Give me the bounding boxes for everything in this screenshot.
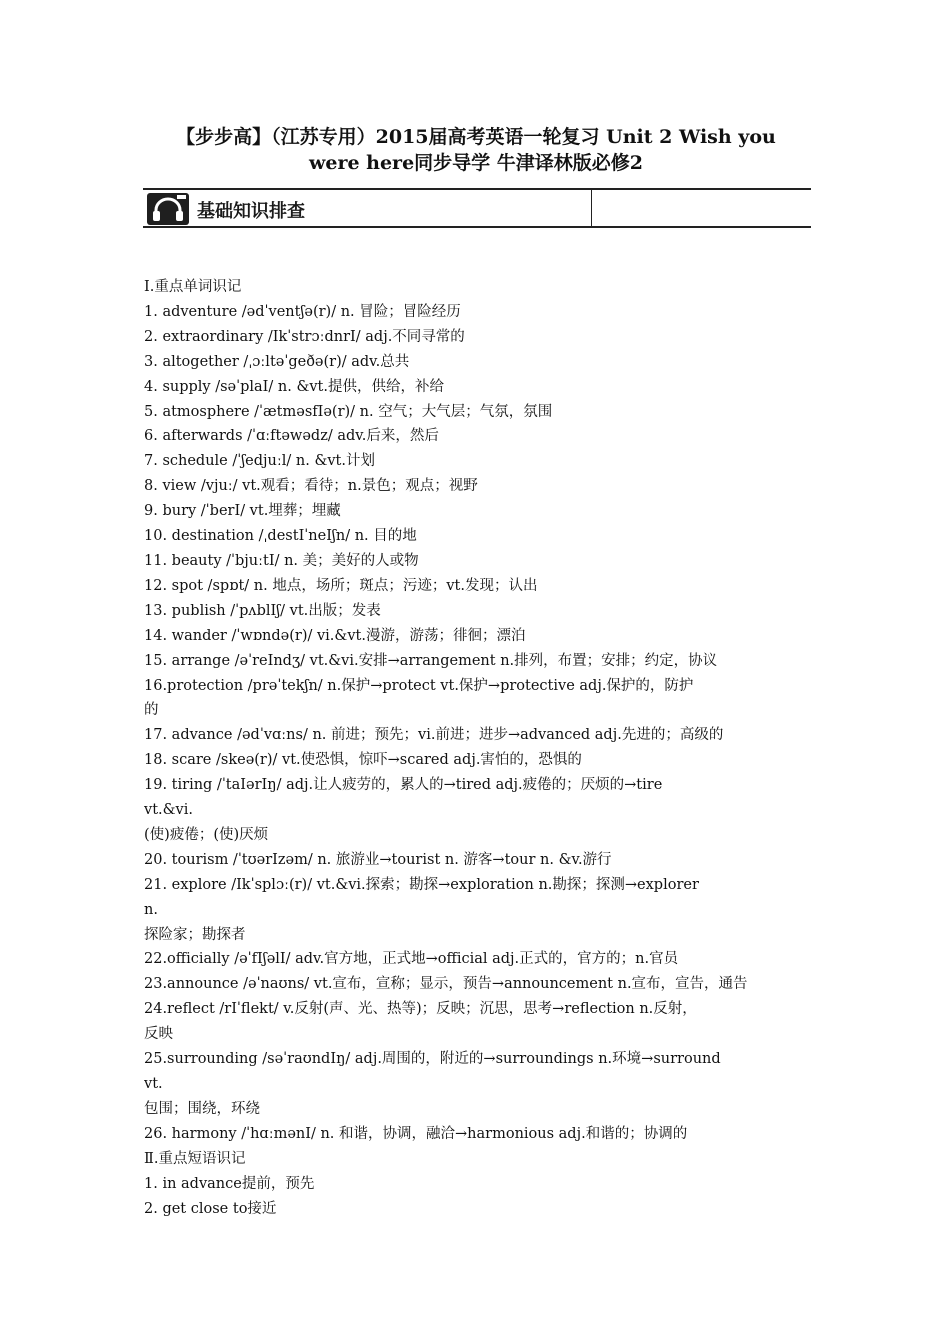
content-line: 的: [144, 702, 159, 719]
content-line: Ⅰ.重点单词识记: [144, 279, 242, 295]
headphones-icon: [147, 193, 189, 225]
content-line: 探险家；勘探者: [144, 926, 246, 943]
content-line: 21. explore /Ikˈsplɔː(r)/ vt.&vi.探索；勘探→exploration n.勘探；探测→explorer: [144, 876, 699, 893]
content-line: 3. altogether /ˌɔːltəˈgeðə(r)/ adv.总共: [144, 353, 410, 370]
content-line: 24.reflect /rIˈflekt/ v.反射(声、光、热等)；反映；沉思，思考→reflection n.反射，: [144, 1001, 697, 1018]
content-line: 13. publish /ˈpʌblIʃ/ vt.出版；发表: [144, 602, 381, 619]
content-line: 7. schedule /ˈʃedjuːl/ n. &vt.计划: [144, 453, 375, 470]
content-line: 25.surrounding /səˈraʊndIŋ/ adj.周围的，附近的→surroundings n.环境→surround: [144, 1051, 721, 1068]
section-banner: [143, 188, 811, 228]
content-line: 10. destination /ˌdestIˈneIʃn/ n. 目的地: [144, 528, 417, 545]
content-line: 2. extraordinary /IkˈstrɔːdnrI/ adj.不同寻常的: [144, 328, 465, 345]
content-line: 23.announce /əˈnaʊns/ vt.宣布，宣称；显示，预告→announcement n.宣布，宣告，通告: [144, 976, 748, 993]
content-line: 9. bury /ˈberI/ vt.埋葬；埋藏: [144, 503, 341, 520]
content-line: 11. beauty /ˈbjuːtI/ n. 美；美好的人或物: [144, 552, 419, 569]
vocabulary-list: [144, 275, 812, 1221]
content-line: 17. advance /ədˈvɑːns/ n. 前进；预先；vi.前进；进步→advanced adj.先进的；高级的: [144, 727, 724, 744]
content-line: 包围；围绕，环绕: [144, 1100, 260, 1117]
content-line: 18. scare /skeə(r)/ vt.使恐惧，惊吓→scared adj.害怕的，恐惧的: [144, 752, 582, 769]
content-line: 5. atmosphere /ˈætməsfIə(r)/ n. 空气；大气层；气氛，氛围: [144, 403, 553, 420]
content-line: 1. adventure /ədˈventʃə(r)/ n. 冒险；冒险经历: [144, 303, 461, 320]
title-line-2: were here同步导学 牛津译林版必修2: [309, 152, 643, 174]
content-line: 22.officially /əˈfIʃəlI/ adv.官方地，正式地→official adj.正式的，官方的；n.官员: [144, 951, 679, 968]
content-line: 8. view /vjuː/ vt.观看；看待；n.景色；观点；视野: [144, 478, 478, 495]
banner-divider: [591, 190, 592, 226]
content-line: 4. supply /səˈplaI/ n. &vt.提供，供给，补给: [144, 378, 444, 395]
content-line: 6. afterwards /ˈɑːftəwədz/ adv.后来，然后: [144, 428, 439, 445]
content-line: vt.: [144, 1076, 163, 1092]
content-line: 2. get close to接近: [144, 1200, 277, 1217]
content-line: 14. wander /ˈwɒndə(r)/ vi.&vt.漫游，游荡；徘徊；漂泊: [144, 627, 526, 644]
banner-label: 基础知识排查: [197, 201, 305, 222]
content-line: 19. tiring /ˈtaIərIŋ/ adj.让人疲劳的，累人的→tired adj.疲倦的；厌烦的→tire: [144, 777, 663, 794]
content-line: 反映: [144, 1026, 173, 1043]
content-line: vt.&vi.: [144, 802, 193, 819]
content-line: (使)疲倦；(使)厌烦: [144, 826, 269, 843]
content-line: 16.protection /prəˈtekʃn/ n.保护→protect vt.保护→protective adj.保护的，防护: [144, 677, 694, 694]
content-line: 15. arrange /əˈreIndʒ/ vt.&vi.安排→arrangement n.排列，布置；安排；约定，协议: [144, 652, 718, 669]
content-line: Ⅱ.重点短语识记: [144, 1150, 246, 1167]
content-line: 26. harmony /ˈhɑːmənI/ n. 和谐，协调，融洽→harmonious adj.和谐的；协调的: [144, 1125, 688, 1142]
content-line: 20. tourism /ˈtʊərIzəm/ n. 旅游业→tourist n. 游客→tour n. &v.游行: [144, 851, 612, 868]
content-line: 12. spot /spɒt/ n. 地点，场所；斑点；污迹；vt.发现；认出: [144, 577, 538, 594]
content-line: 1. in advance提前，预先: [144, 1175, 315, 1192]
title-line-1: 【步步高】（江苏专用）2015届高考英语一轮复习 Unit 2 Wish you: [176, 126, 776, 148]
document-title: [140, 124, 812, 176]
content-line: n.: [144, 901, 158, 918]
